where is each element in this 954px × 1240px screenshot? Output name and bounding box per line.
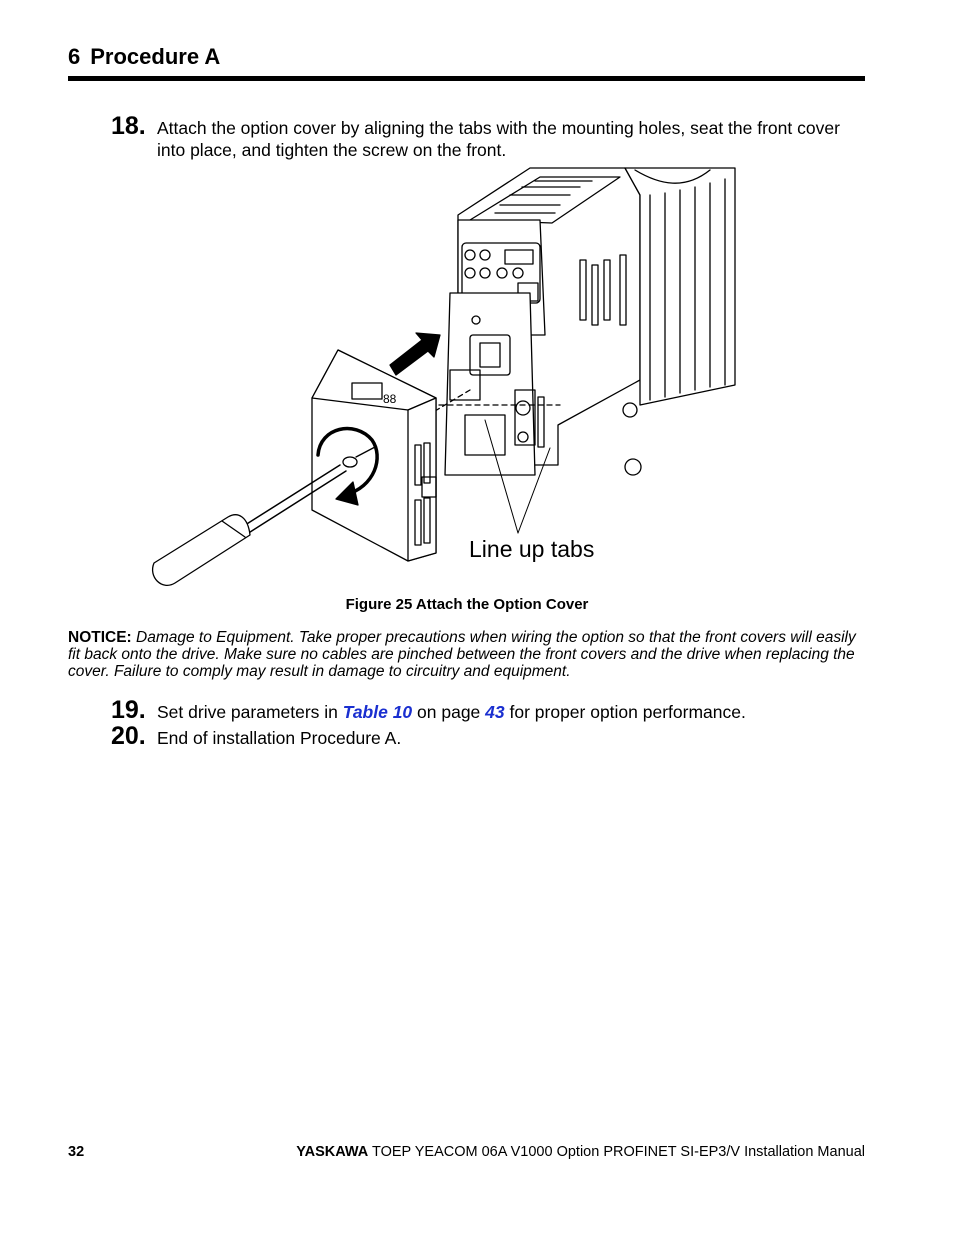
option-cover-illustration bbox=[140, 165, 740, 590]
step-18-text: Attach the option cover by aligning the tabs with the mounting holes, seat the front cover into place, and tighten the screw on the front. bbox=[157, 118, 840, 160]
footer-brand: YASKAWA bbox=[296, 1144, 369, 1160]
step-20-text: End of installation Procedure A. bbox=[157, 728, 402, 748]
drive-unit bbox=[445, 168, 735, 475]
figure-caption: Figure 25 Attach the Option Cover bbox=[345, 596, 589, 613]
step-19-text bbox=[157, 701, 877, 723]
section-title: Procedure A bbox=[90, 44, 221, 69]
footer-manual-title bbox=[296, 1144, 865, 1160]
footer-title-text: TOEP YEACOM 06A V1000 Option PROFINET SI-EP3/V Installation Manual bbox=[368, 1144, 865, 1160]
step-19-text-middle: on page bbox=[412, 702, 486, 722]
option-cover bbox=[312, 350, 436, 561]
section-number: 6 bbox=[68, 44, 81, 69]
step-20-number: 20. bbox=[111, 722, 146, 750]
step-18-number: 18. bbox=[111, 112, 146, 140]
heading-rule bbox=[68, 76, 865, 81]
page-43-link[interactable]: 43 bbox=[485, 702, 505, 722]
notice-block bbox=[68, 629, 868, 680]
step-19-text-before: Set drive parameters in bbox=[157, 702, 343, 722]
figure-callout-line-up-tabs: Line up tabs bbox=[469, 536, 595, 562]
footer-page-number: 32 bbox=[68, 1144, 85, 1160]
step-19-text-after: for proper option performance. bbox=[504, 702, 746, 722]
insert-direction-arrow-icon bbox=[390, 333, 440, 375]
notice-label: NOTICE: bbox=[68, 629, 132, 646]
notice-text: Damage to Equipment. Take proper precautions when wiring the option so that the front covers will easily fit back onto the drive. Make sure no cables are pinched between the front covers and the drive when replacing the cover. Failure to comply may result in damage to circuitry and equipment. bbox=[68, 629, 856, 680]
step-19-number: 19. bbox=[111, 696, 146, 724]
table-10-link[interactable]: Table 10 bbox=[342, 702, 413, 722]
section-heading bbox=[68, 44, 220, 70]
cover-display-readout: 88 bbox=[383, 392, 397, 406]
